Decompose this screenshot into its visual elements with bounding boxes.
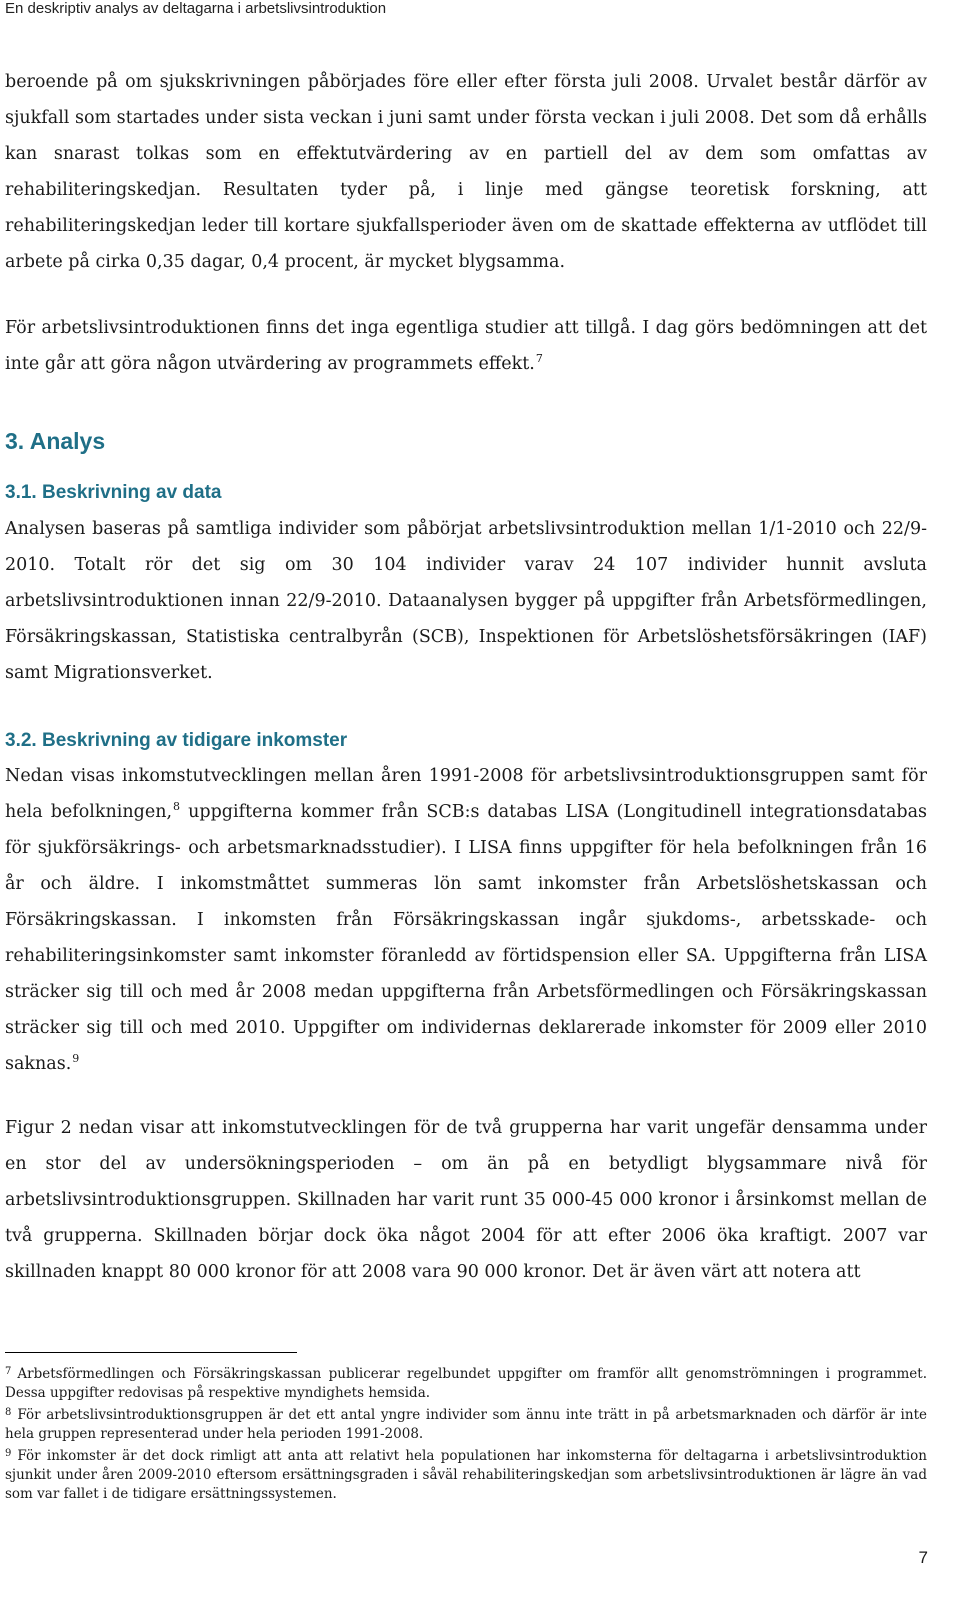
income-paragraph-1-part-a: Nedan visas inkomstutvecklingen mellan åren 1991-2008 för arbetslivsintroduktionsgruppen samt för hela befolkningen, [5, 766, 927, 822]
footnote-9 [5, 1444, 927, 1504]
page-number: 7 [918, 1548, 928, 1567]
intro-paragraph-2-text: För arbetslivsintroduktionen finns det inga egentliga studier att tillgå. I dag görs bedömningen att det inte går att göra någon utvärdering av programmets effekt. [5, 318, 927, 374]
footnote-ref-9: 9 [72, 1052, 80, 1065]
footnote-text: För arbetslivsintroduktionsgruppen är det ett antal yngre individer som ännu inte trätt in på arbetsmarknaden och därför är inte hela gruppen representerad under hela perioden 1991-2008. [5, 1407, 927, 1442]
section-heading-analys: 3. Analys [5, 428, 106, 454]
subsection-heading-data: 3.1. Beskrivning av data [5, 482, 222, 503]
intro-paragraph-1: beroende på om sjukskrivningen påbörjades före eller efter första juli 2008. Urvalet består därför av sjukfall som startades under sista veckan i juni samt under första veckan i juli 2008. Det som då erhålls kan snarast tolkas som en effektutvärdering av en partiell del av dem som omfattas av rehabiliteringskedjan. Resultaten tyder på, i linje med gängse teoretisk forskning, att rehabiliteringskedjan leder till kortare sjukfallsperioder även om de skattade effekterna av utflödet till arbete på cirka 0,35 dagar, 0,4 procent, är mycket blygsamma. [5, 72, 927, 272]
intro-paragraph-2 [5, 310, 927, 382]
footnote-text: Arbetsförmedlingen och Försäkringskassan publicerar regelbundet uppgifter om framför allt genomströmningen i programmet. Dessa uppgifter redovisas på respektive myndighets hemsida. [5, 1366, 927, 1401]
subsection-heading-income: 3.2. Beskrivning av tidigare inkomster [5, 730, 348, 751]
footnote-number: 8 [5, 1407, 12, 1418]
footnote-8 [5, 1403, 927, 1444]
running-header: En deskriptiv analys av deltagarna i arbetslivsintroduktion [5, 0, 387, 17]
footnote-number: 9 [5, 1448, 12, 1459]
data-description-paragraph: Analysen baseras på samtliga individer som påbörjat arbetslivsintroduktion mellan 1/1-2010 och 22/9-2010. Totalt rör det sig om 30 104 individer varav 24 107 individer hunnit avsluta arbetslivsintroduktionen innan 22/9-2010. Dataanalysen bygger på uppgifter från Arbetsförmedlingen, Försäkringskassan, Statistiska centralbyrån (SCB), Inspektionen för Arbetslöshetsförsäkringen (IAF) samt Migrationsverket. [5, 519, 927, 683]
footnote-7 [5, 1362, 927, 1403]
footnote-ref-8: 8 [173, 800, 181, 813]
income-paragraph-2: Figur 2 nedan visar att inkomstutvecklingen för de två grupperna har varit ungefär densamma under en stor del av undersökningsperioden – om än på en betydligt blygsammare nivå för arbetslivsintroduktionsgruppen. Skillnaden har varit runt 35 000-45 000 kronor i årsinkomst mellan de två grupperna. Skillnaden börjar dock öka något 2004 för att efter 2006 öka kraftigt. 2007 var skillnaden knappt 80 000 kronor för att 2008 vara 90 000 kronor. Det är även värt att notera att [5, 1118, 927, 1282]
income-paragraph-1 [5, 758, 927, 1082]
footnote-separator [5, 1352, 297, 1353]
footnote-number: 7 [5, 1366, 12, 1377]
income-paragraph-1-part-b: uppgifterna kommer från SCB:s databas LISA (Longitudinell integrationsdatabas för sjukförsäkrings- och arbetsmarknadsstudier). I LISA finns uppgifter för hela befolkningen från 16 år och äldre. I inkomstmåttet summeras lön samt inkomster från Arbetslöshetskassan och Försäkringskassan. I inkomsten från Försäkringskassan ingår sjukdoms-, arbetsskade- och rehabiliteringsinkomster samt inkomster föranledd av förtidspension eller SA. Uppgifterna från LISA sträcker sig till och med år 2008 medan uppgifterna från Arbetsförmedlingen och Försäkringskassan sträcker sig till och med 2010. Uppgifter om individernas deklarerade inkomster för 2009 eller 2010 saknas. [5, 802, 928, 1074]
footnotes [5, 1362, 927, 1504]
footnote-text: För inkomster är det dock rimligt att anta att relativt hela populationen har inkomsterna för deltagarna i arbetslivsintroduktion sjunkit under åren 2009-2010 eftersom ersättningsgraden i såväl rehabiliteringskedjan som arbetslivsintroduktionen är lägre än vad som var fallet i de tidigare ersättningssystemen. [5, 1448, 927, 1502]
footnote-ref-7: 7 [535, 352, 543, 365]
